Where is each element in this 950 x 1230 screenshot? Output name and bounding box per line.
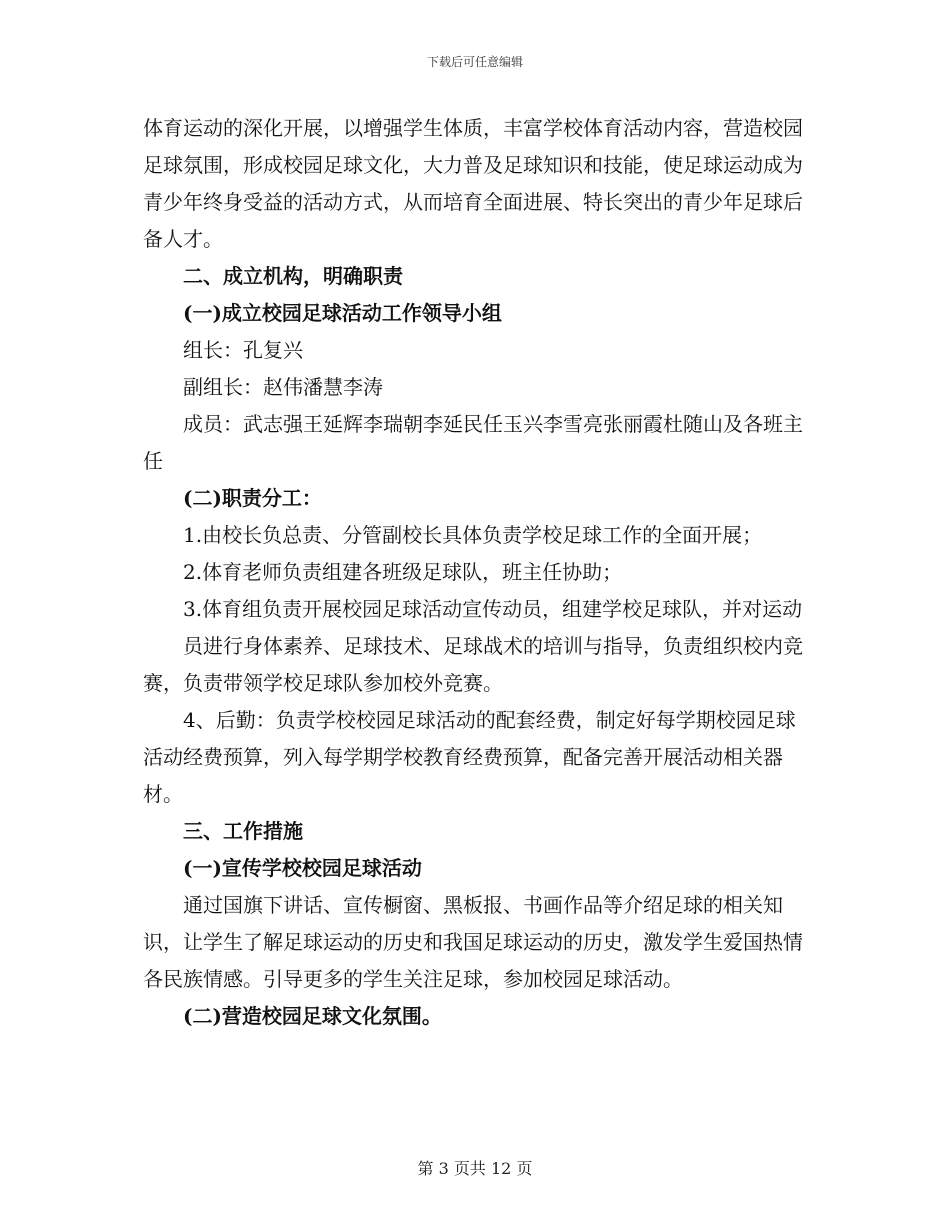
- paragraph-leader: 组长：孔复兴: [183, 338, 303, 362]
- section-heading-2: 二、成立机构，明确职责: [183, 264, 403, 288]
- paragraph-duty-2: 2.体育老师负责组建各班级足球队，班主任协助；: [183, 560, 623, 584]
- paragraph-deputy-leader: 副组长：赵伟潘慧李涛: [183, 375, 383, 399]
- paragraph-duty-4: 4、后勤：负责学校校园足球活动的配套经费，制定好每学期校园足球活动经费预算，列入每学期学校教育经费预算，配备完善开展活动相关器材。: [143, 708, 796, 806]
- section-heading-3: 三、工作措施: [183, 819, 303, 843]
- subsection-heading: (一)成立校园足球活动工作领导小组: [183, 301, 502, 325]
- paragraph-members: 成员：武志强王延辉李瑞朝李延民任玉兴李雪亮张丽霞杜随山及各班主任: [143, 412, 803, 473]
- paragraph-publicity: 通过国旗下讲话、宣传橱窗、黑板报、书画作品等介绍足球的相关知识，让学生了解足球运动的历史和我国足球运动的历史，激发学生爱国热情各民族情感。引导更多的学生关注足球，参加校园足球活动。: [143, 893, 803, 991]
- paragraph-intro: 体育运动的深化开展，以增强学生体质，丰富学校体育活动内容，营造校园足球氛围，形成校园足球文化，大力普及足球知识和技能，使足球运动成为青少年终身受益的活动方式，从而培育全面进展、特长突出的青少年足球后备人才。: [143, 116, 803, 251]
- page-number: 第 3 页共 12 页: [417, 1159, 533, 1178]
- subsection-heading: (一)宣传学校校园足球活动: [183, 856, 422, 880]
- subsection-heading: (二)营造校园足球文化氛围。: [183, 1004, 442, 1028]
- page-header: 下载后可任意编辑: [426, 55, 523, 69]
- paragraph-duty-3-continued: 员进行身体素养、足球技术、足球战术的培训与指导，负责组织校内竞赛，负责带领学校足球队参加校外竞赛。: [143, 634, 803, 695]
- subsection-heading: (二)职责分工：: [183, 486, 322, 510]
- paragraph-duty-3: 3.体育组负责开展校园足球活动宣传动员，组建学校足球队，并对运动: [183, 597, 803, 621]
- paragraph-duty-1: 1.由校长负总责、分管副校长具体负责学校足球工作的全面开展；: [183, 523, 763, 547]
- document-body: [143, 110, 808, 1035]
